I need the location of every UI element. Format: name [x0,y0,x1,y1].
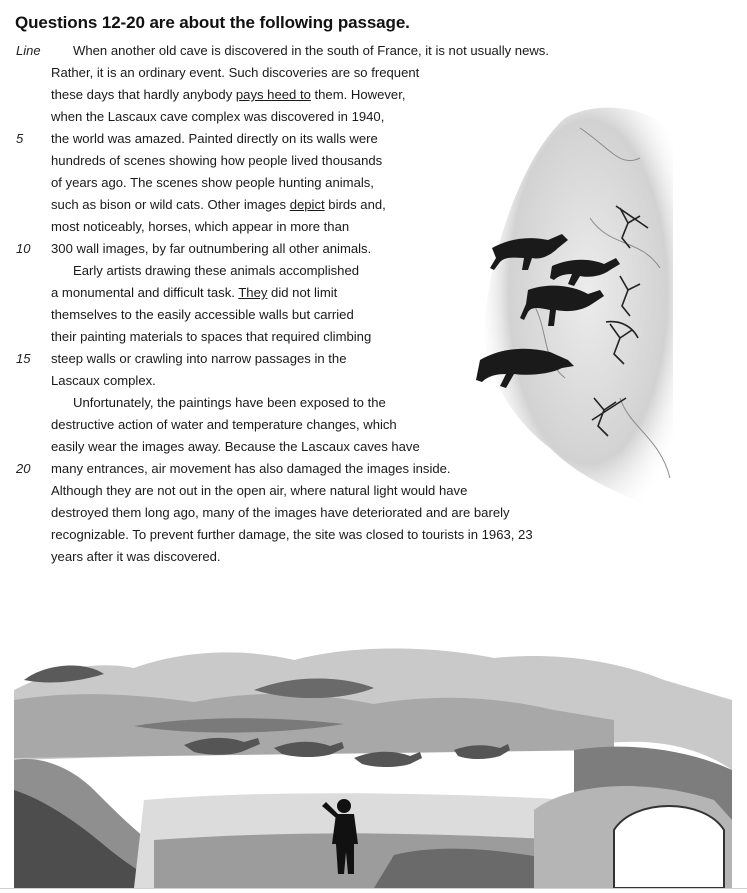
passage-line-16: Lascaux complex. [51,373,156,388]
passage-line-24: years after it was discovered. [51,549,221,564]
passage-line-9: most noticeably, horses, which appear in more than [51,219,350,234]
passage-line-14: their painting materials to spaces that required climbing [51,329,372,344]
passage-text: did not limit [267,285,338,300]
passage-line-6: hundreds of scenes showing how people lived thousands [51,153,383,168]
line-number-15: 15 [16,351,31,366]
passage-line-18: destructive action of water and temperature changes, which [51,417,397,432]
passage-line-8 [51,197,386,213]
passage-line-2: Rather, it is an ordinary event. Such discoveries are so frequent [51,65,420,80]
passage-text: these days that hardly anybody [51,87,236,102]
passage-line-10: 300 wall images, by far outnumbering all other animals. [51,241,372,256]
passage-line-12 [51,285,337,301]
passage-line-1: When another old cave is discovered in the south of France, it is not usually news. [73,43,549,58]
passage-line-15: steep walls or crawling into narrow passages in the [51,351,347,366]
passage-line-20: many entrances, air movement has also damaged the images inside. [51,461,451,476]
passage-text: such as bison or wild cats. Other images [51,197,290,212]
passage-text: them. However, [310,87,406,102]
passage-line-4: when the Lascaux cave complex was discovered in 1940, [51,109,385,124]
passage-text: a monumental and difficult task. [51,285,239,300]
passage-line-22: destroyed them long ago, many of the images have deteriorated and are barely [51,505,510,520]
passage-line-7: of years ago. The scenes show people hunting animals, [51,175,374,190]
passage-line-17: Unfortunately, the paintings have been exposed to the [73,395,386,410]
line-label: Line [16,43,41,58]
vocab-they: They [238,285,268,300]
section-heading: Questions 12-20 are about the following passage. [15,13,410,32]
passage-line-23: recognizable. To prevent further damage, the site was closed to tourists in 1963, 23 [51,527,533,542]
passage-text: birds and, [324,197,386,212]
line-number-5: 5 [16,131,24,146]
line-number-20: 20 [16,461,31,476]
passage-line-13: themselves to the easily accessible walls but carried [51,307,354,322]
line-number-10: 10 [16,241,31,256]
cave-painting-illustration [470,98,675,518]
passage-line-5: the world was amazed. Painted directly on its walls were [51,131,378,146]
vocab-pays-heed-to: pays heed to [235,87,311,102]
cave-interior-illustration [14,630,732,888]
page-bottom-border [0,888,747,889]
passage-line-3 [51,87,405,103]
vocab-depict: depict [289,197,325,212]
passage-line-19: easily wear the images away. Because the Lascaux caves have [51,439,420,454]
passage-line-21: Although they are not out in the open air, where natural light would have [51,483,468,498]
passage-line-11: Early artists drawing these animals accomplished [73,263,360,278]
